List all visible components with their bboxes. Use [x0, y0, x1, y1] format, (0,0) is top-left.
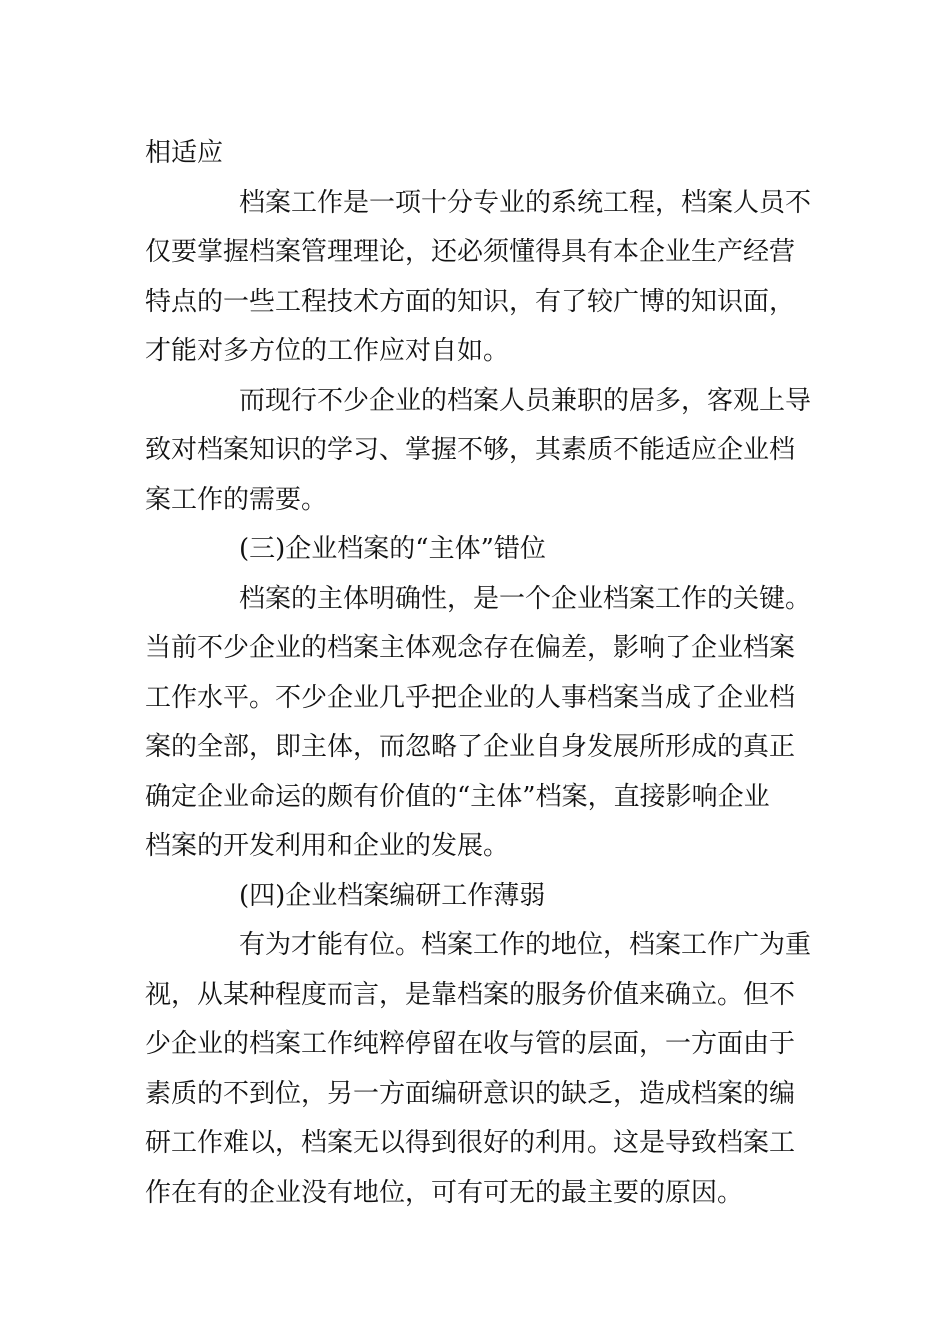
text-line: 当前不少企业的档案主体观念存在偏差，影响了企业档案: [145, 633, 796, 663]
section-heading-4: (四)企业档案编研工作薄弱: [239, 880, 546, 911]
section-heading-3: (三)企业档案的“主体”错位: [239, 534, 546, 564]
text-line: 才能对多方位的工作应对自如。: [145, 336, 510, 366]
text-line: 少企业的档案工作纯粹停留在收与管的层面，一方面由于: [145, 1029, 796, 1059]
text-line: 研工作难以，档案无以得到很好的利用。这是导致档案工: [145, 1128, 796, 1158]
text-line: 案工作的需要。: [145, 484, 328, 515]
paragraph-first-line: 有为才能有位。档案工作的地位，档案工作广为重: [239, 930, 812, 960]
text-line: 致对档案知识的学习、掌握不够，其素质不能适应企业档: [145, 435, 796, 465]
paragraph-first-line: 档案工作是一项十分专业的系统工程，档案人员不: [239, 187, 812, 218]
text-line: 视，从某种程度而言，是靠档案的服务价值来确立。但不: [145, 979, 796, 1010]
text-line: 作在有的企业没有地位，可有可无的最主要的原因。: [145, 1177, 744, 1208]
paragraph-first-line: 档案的主体明确性，是一个企业档案工作的关键。: [239, 583, 812, 614]
text-line: 仅要掌握档案管理理论，还必须懂得具有本企业生产经营: [145, 237, 796, 267]
text-line: 素质的不到位，另一方面编研意识的缺乏，造成档案的编: [145, 1078, 796, 1109]
text-line: 工作水平。不少企业几乎把企业的人事档案当成了企业档: [145, 682, 796, 713]
text-line: 相适应: [145, 138, 224, 168]
text-line: 确定企业命运的颇有价值的“主体”档案，直接影响企业: [145, 781, 770, 812]
paragraph-first-line: 而现行不少企业的档案人员兼职的居多，客观上导: [239, 385, 812, 416]
text-line: 案的全部，即主体，而忽略了企业自身发展所形成的真正: [145, 732, 796, 762]
text-line: 特点的一些工程技术方面的知识，有了较广博的知识面，: [145, 286, 796, 317]
body-text: [145, 129, 812, 1218]
text-line: 档案的开发利用和企业的发展。: [145, 831, 510, 861]
